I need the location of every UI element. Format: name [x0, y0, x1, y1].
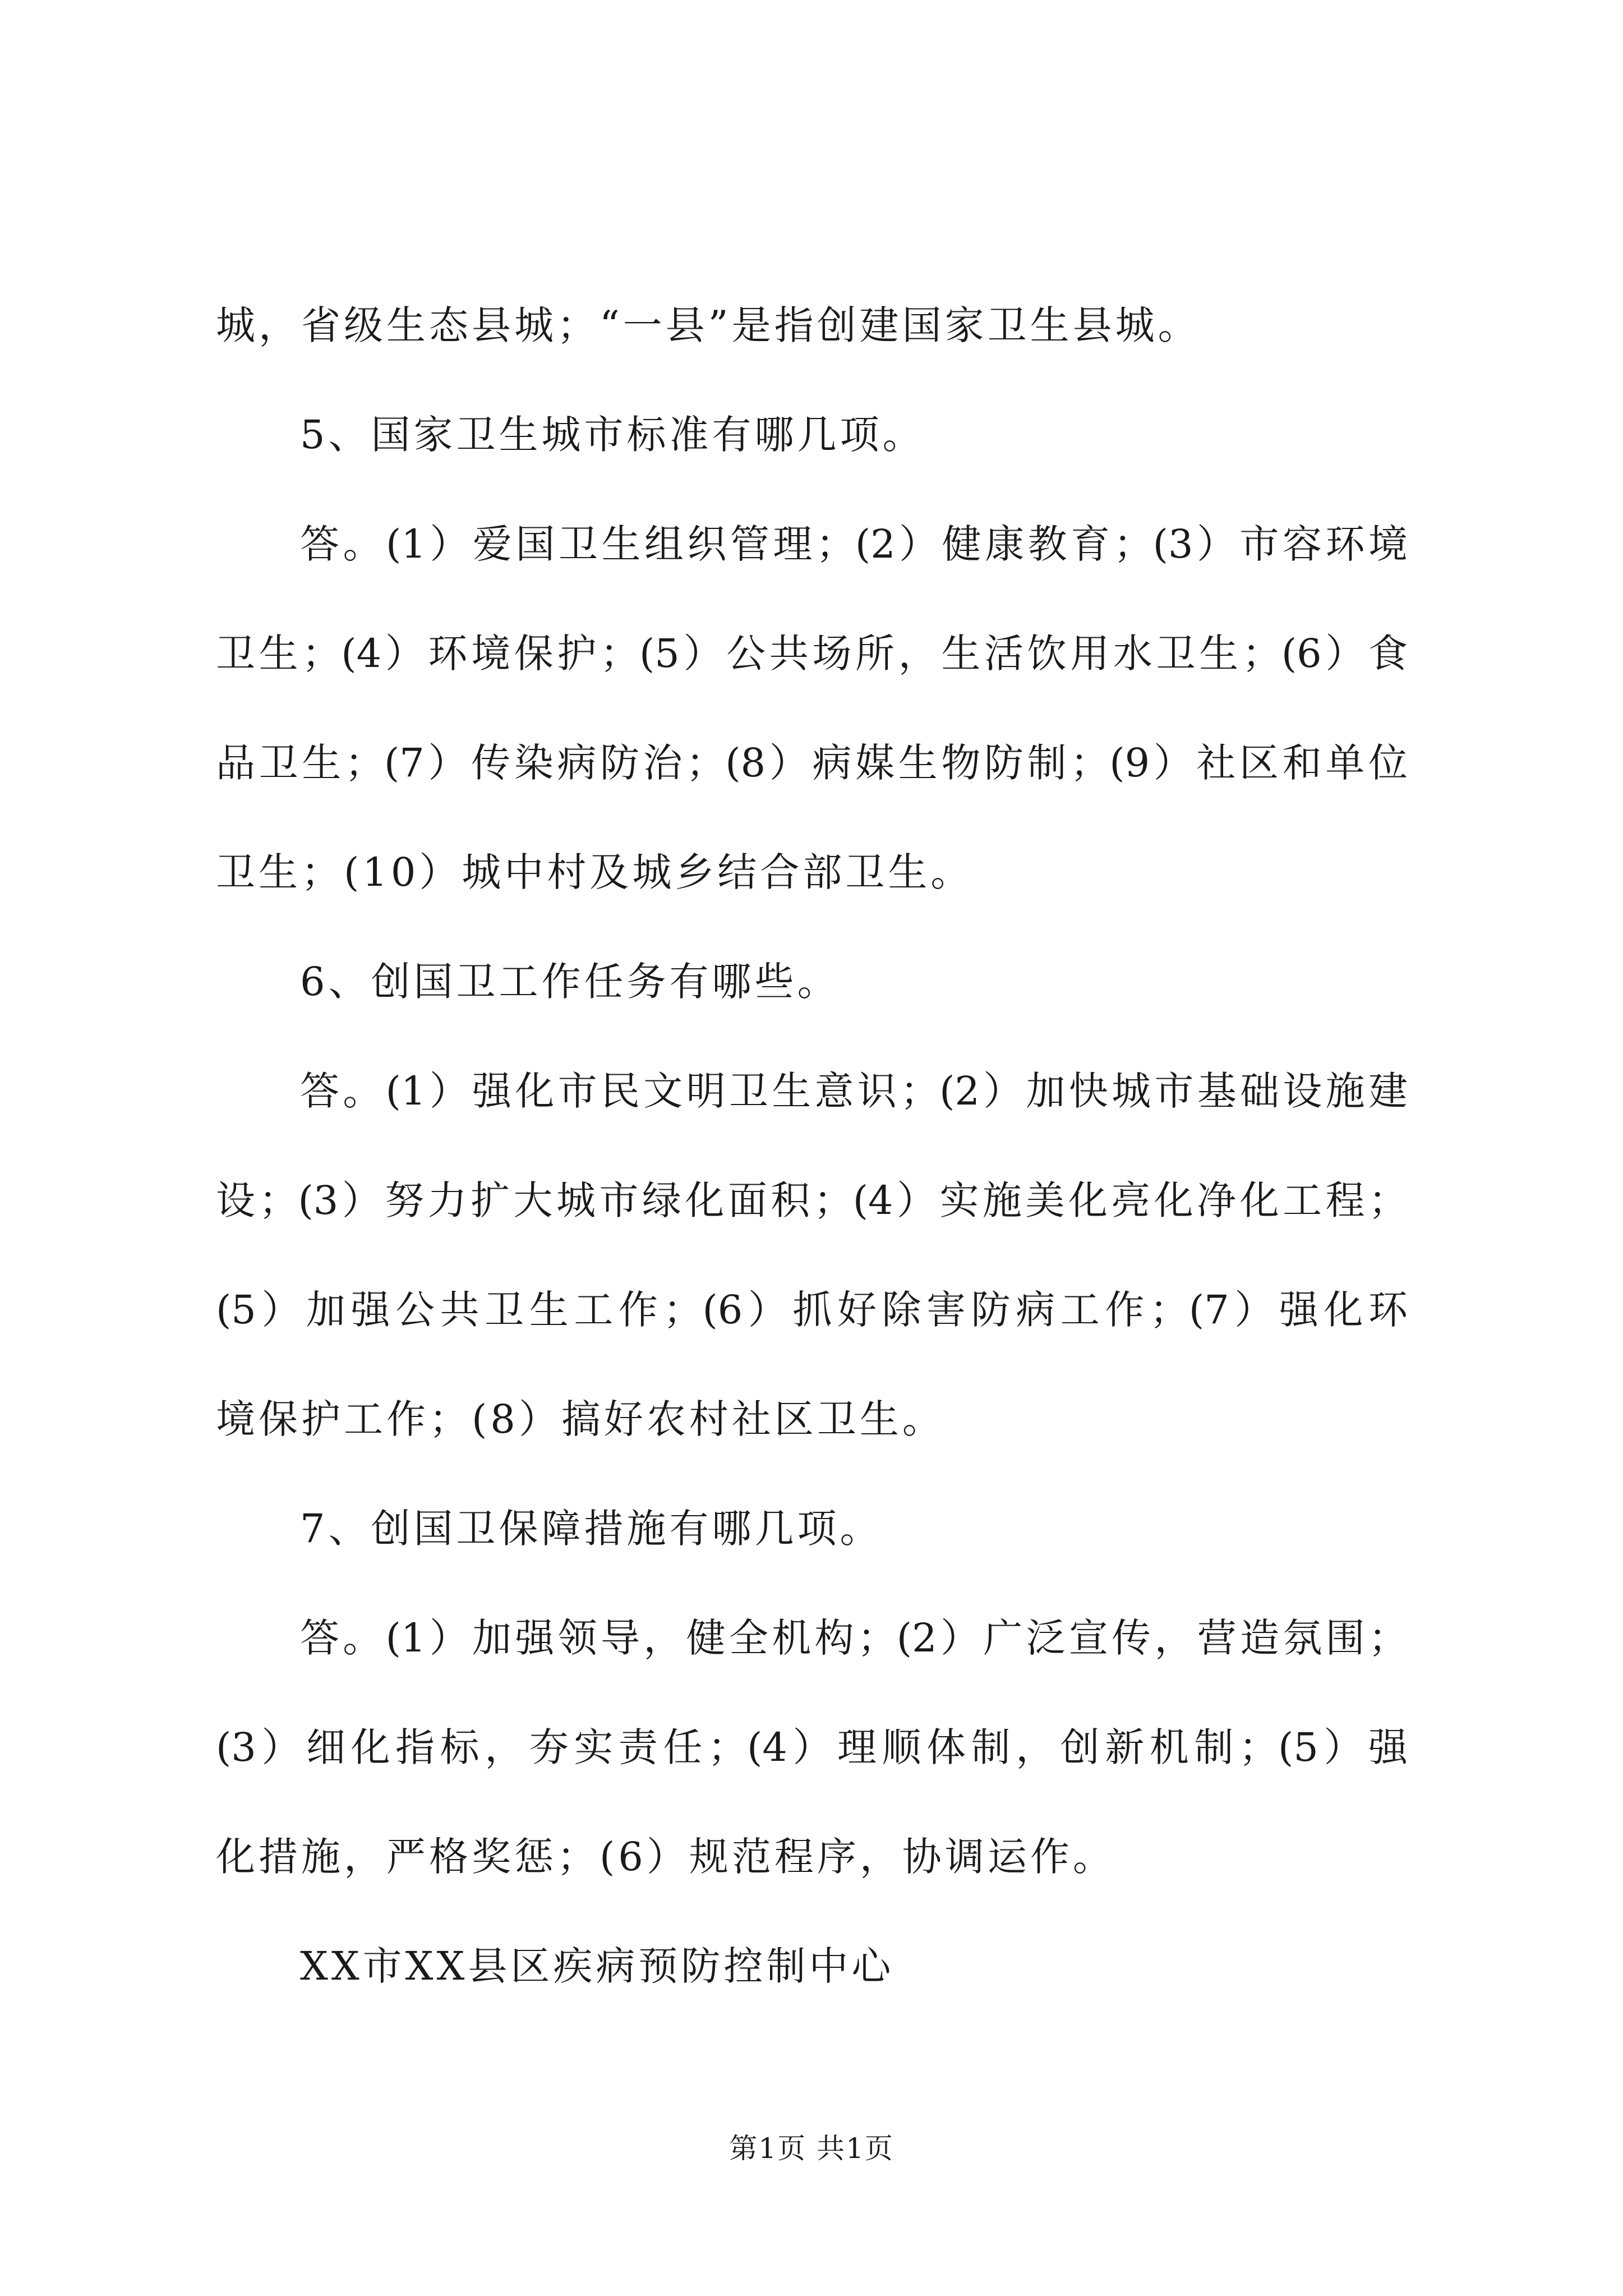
answer-line: (3）细化指标，夯实责任；(4）理顺体制，创新机制；(5）强 [216, 1724, 1408, 1770]
answer-line: 化措施，严格奖惩；(6）规范程序，协调运作。 [216, 1834, 1115, 1880]
answer-line: 卫生；(4）环境保护；(5）公共场所，生活饮用水卫生；(6）食 [216, 631, 1408, 677]
page-number: 第1页 共1页 [729, 2132, 894, 2165]
text-line: 城，省级生态县城；“一县”是指创建国家卫生县城。 [216, 302, 1201, 348]
question-heading: 5、国家卫生城市标准有哪几项。 [300, 412, 925, 458]
answer-line: 境保护工作；(8）搞好农村社区卫生。 [216, 1396, 945, 1442]
answer-line: 品卫生；(7）传染病防治；(8）病媒生物防制；(9）社区和单位 [216, 740, 1408, 786]
answer-line: 答。(1）爱国卫生组织管理；(2）健康教育；(3）市容环境 [300, 521, 1408, 567]
document-body [216, 300, 1408, 2050]
answer-line: (5）加强公共卫生工作；(6）抓好除害防病工作；(7）强化环 [216, 1287, 1408, 1333]
question-heading: 7、创国卫保障措施有哪几项。 [300, 1506, 883, 1552]
organization-signature: XX市XX县区疾病预防控制中心 [300, 1943, 895, 1989]
question-heading: 6、创国卫工作任务有哪些。 [300, 959, 840, 1005]
answer-line: 卫生；(10）城中村及城乡结合部卫生。 [216, 849, 974, 895]
answer-line: 答。(1）加强领导，健全机构；(2）广泛宣传，营造氛围； [300, 1615, 1408, 1661]
answer-line: 答。(1）强化市民文明卫生意识；(2）加快城市基础设施建 [300, 1068, 1408, 1114]
answer-line: 设；(3）努力扩大城市绿化面积；(4）实施美化亮化净化工程； [216, 1177, 1408, 1223]
